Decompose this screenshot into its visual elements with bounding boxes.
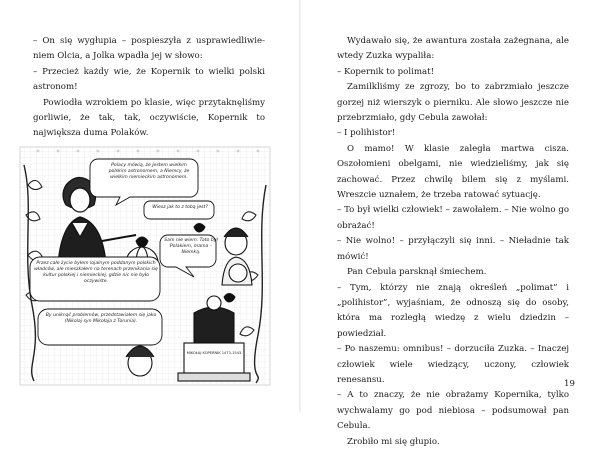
speech-bubble: Wiesz jak to z tobą jest? — [152, 205, 208, 210]
paragraph: – Tym, którzy nie znają określeń „polimat” i „polihistor”, wyjaśniam, że odnoszą się do osoby, która ma rozległą wiedzę z wielu dziedzin – powiedział. — [337, 282, 569, 339]
statue-plaque: MIKOŁAJ KOPERNIK 1473-1543 — [186, 351, 242, 355]
paragraph: Zamilkliśmy ze zgrozy, bo to zabrzmiało jeszcze gorzej niż wierszyk o pierniku. Ale słowo jeszcze nie przebrzmiało, gdy Cebula zawołał: — [337, 82, 569, 124]
paragraph: Pan Cebula parsknął śmiechem. — [347, 267, 487, 278]
paragraph: Zrobiło mi się głupio. — [347, 436, 440, 447]
paragraph: – Nie wolno! – przyłączyli się inni. – Nieładnie tak mówić! — [337, 236, 569, 262]
speech-bubble: Polacy mówią, że jestem wielkim polskim astronomem, a Niemcy, że wielkim niemieckim astronomem. — [108, 163, 190, 180]
paragraph: O mamo! W klasie zaległa martwa cisza. Oszołomieni obelgami, nie wiedzieliśmy, jak się zachować. Przez chwilę bilem się z myślami. Wreszcie uznałem, że trzeba ratować sytuację. — [337, 143, 569, 201]
paragraph: – Przecież każdy wie, że Kopernik to wielki polski astronom! — [33, 66, 265, 93]
right-page-text — [337, 34, 569, 450]
paragraph: – A to znaczy, że nie obrażamy Kopernika, tylko wychwalamy go pod niebiosa – podsumował pan Cebula. — [337, 390, 569, 432]
paragraph: – I polihistor! — [337, 128, 396, 139]
speech-bubble: Przez całe życie byłem lojalnym poddanym polskich władców, ale mieszkałem na terenach przenikania się kultur polskiej i niemieckiej, gdzie nic nie było oczywiste. — [34, 261, 158, 284]
paragraph: – Kopernik to polimat! — [337, 66, 435, 77]
page-number: 19 — [564, 379, 575, 389]
book-gutter — [299, 0, 301, 412]
speech-bubble: Sam nie wiem. Tato był Polakiem, mama – Niemką. — [164, 238, 218, 255]
speech-bubble: By uniknąć problemów, przedstawiałem się jako (Nikolaj syn Mikołaja z Torunia). — [45, 313, 157, 324]
comic-illustration — [18, 145, 272, 387]
paragraph: – Po naszemu: omnibus! – dorzuciła Zuzka. – Inaczej człowiek wiele wiedzący, uczony, człowiek renesansu. — [337, 344, 569, 385]
left-page-text — [33, 34, 265, 142]
paragraph: Powiodła wzrokiem po klasie, więc przytaknęliśmy gorliwie, że tak, tak, oczywiście, Kopernik to największa duma Polaków. — [33, 97, 265, 139]
paragraph: Wydawało się, że awantura została zażegnana, ale wtedy Zuzka wypaliła: — [337, 36, 569, 62]
paragraph: – On się wygłupia – pospieszyła z usprawiedliwieniem Olcia, a Jolka wpadła jej w słowo: — [33, 36, 265, 62]
paragraph: – To był wielki człowiek! – zawołałem. – Nie wolno go obrażać! — [337, 205, 569, 231]
